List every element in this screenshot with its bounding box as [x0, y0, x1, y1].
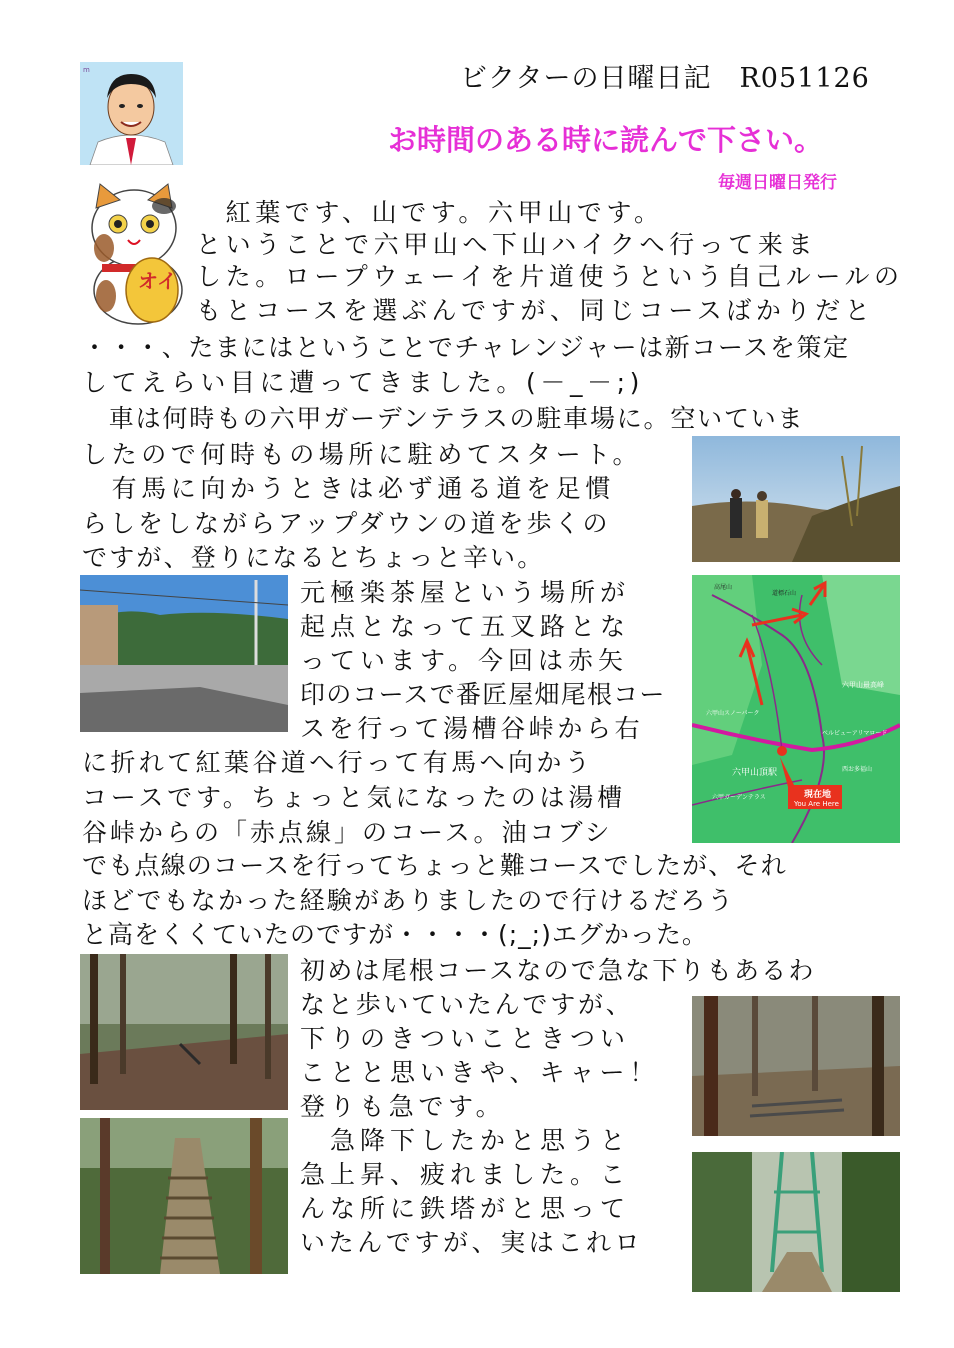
road-start-photo — [80, 575, 288, 732]
body-line: コースです。ちょっと気になったのは湯槽 — [82, 783, 626, 812]
body-line: 初めは尾根コースなので急な下りもあるわ — [300, 956, 816, 985]
body-line: ・・・、たまにはということでチャレンジャーは新コースを策定 — [82, 333, 850, 362]
body-line: 車は何時もの六甲ガーデンテラスの駐車場に。空いていま — [82, 404, 805, 433]
body-line: 谷峠からの「赤点線」のコース。油コブシ — [82, 818, 613, 847]
body-line: んな所に鉄塔がと思って — [300, 1194, 631, 1223]
map-nishi-label: 西お多福山 — [842, 766, 873, 773]
svg-text:m: m — [83, 66, 90, 74]
map-takao-label: 高尾山 — [714, 584, 733, 591]
body-line: 下りのきついこときつい — [300, 1024, 631, 1053]
body-line: した。ロープウェーイを片道使うという自己ルールの — [196, 262, 904, 291]
map-skyway-label: ベルビューアリマロード — [822, 730, 888, 737]
body-line: スを行って湯槽谷峠から右 — [300, 714, 644, 743]
body-line: なと歩いていたんですが、 — [300, 990, 634, 1019]
page-subtitle: お時間のある時に読んで下さい。 — [388, 123, 824, 157]
stone-steps-photo — [80, 1118, 288, 1274]
body-line: 印のコースで番匠屋畑尾根コー — [300, 680, 666, 709]
publication-note: 毎週日曜日発行 — [718, 173, 837, 193]
forest-path-photo-1 — [80, 954, 288, 1110]
svg-text:オイ: オイ — [138, 269, 177, 293]
trail-map-image — [692, 575, 900, 843]
body-line: らしをしながらアップダウンの道を歩くの — [82, 509, 611, 538]
body-line: でも点線のコースを行ってちょっと難コースでしたが、それ — [82, 851, 787, 880]
pylon-photo — [692, 1152, 900, 1292]
body-line: もとコースを選ぶんですが、同じコースばかりだと — [196, 296, 875, 325]
body-line: 有馬に向かうときは必ず通る道を足慣 — [82, 474, 615, 503]
body-line: に折れて紅葉谷道へ行って有馬へ向かう — [82, 748, 594, 777]
maneki-neko-image — [82, 178, 194, 326]
body-line: いたんですが、実はこれロ — [300, 1228, 644, 1257]
body-line: してえらい目に遭ってきました。(－_－;) — [82, 368, 645, 397]
hikers-ridge-photo — [692, 436, 900, 562]
body-line: ことと思いきや、キャー！ — [300, 1058, 660, 1087]
map-snow-park-label: 六甲山スノーパーク — [706, 710, 760, 717]
page-title: ビクターの日曜日記 R051126 — [460, 63, 870, 94]
author-avatar — [80, 62, 183, 165]
map-garden-terrace-label: 六甲ガーデンテラス — [712, 794, 766, 801]
forest-steps-photo-2 — [692, 996, 900, 1136]
map-you-are-here-en: You Are Here — [794, 800, 839, 808]
body-line: っています。今回は赤矢 — [300, 646, 629, 675]
body-line: 元極楽茶屋という場所が — [300, 578, 631, 607]
body-line: 急降下したかと思うと — [300, 1126, 631, 1155]
body-line: 紅葉です、山です。六甲山です。 — [196, 198, 664, 227]
body-line: ですが、登りになるとちょっと辛い。 — [82, 543, 545, 572]
body-line: 起点となって五叉路とな — [300, 612, 631, 641]
body-line: 登りも急です。 — [300, 1092, 506, 1121]
body-line: したので何時もの場所に駐めてスタート。 — [82, 440, 643, 469]
body-line: と高をくくていたのですが・・・・(;_;)エグかった。 — [82, 920, 708, 949]
map-station-label: 六甲山頂駅 — [732, 768, 778, 778]
map-dorai-label: 道標石山 — [772, 590, 797, 597]
body-line: ほどでもなかった経験がありましたので行けるだろう — [82, 886, 735, 915]
map-you-are-here-jp: 現在地 — [804, 790, 832, 800]
body-line: 急上昇、疲れました。こ — [300, 1160, 631, 1189]
body-line: ということで六甲山へ下山ハイクへ行って来ま — [196, 230, 818, 259]
map-summit-label: 六甲山最高峰 — [842, 681, 884, 689]
